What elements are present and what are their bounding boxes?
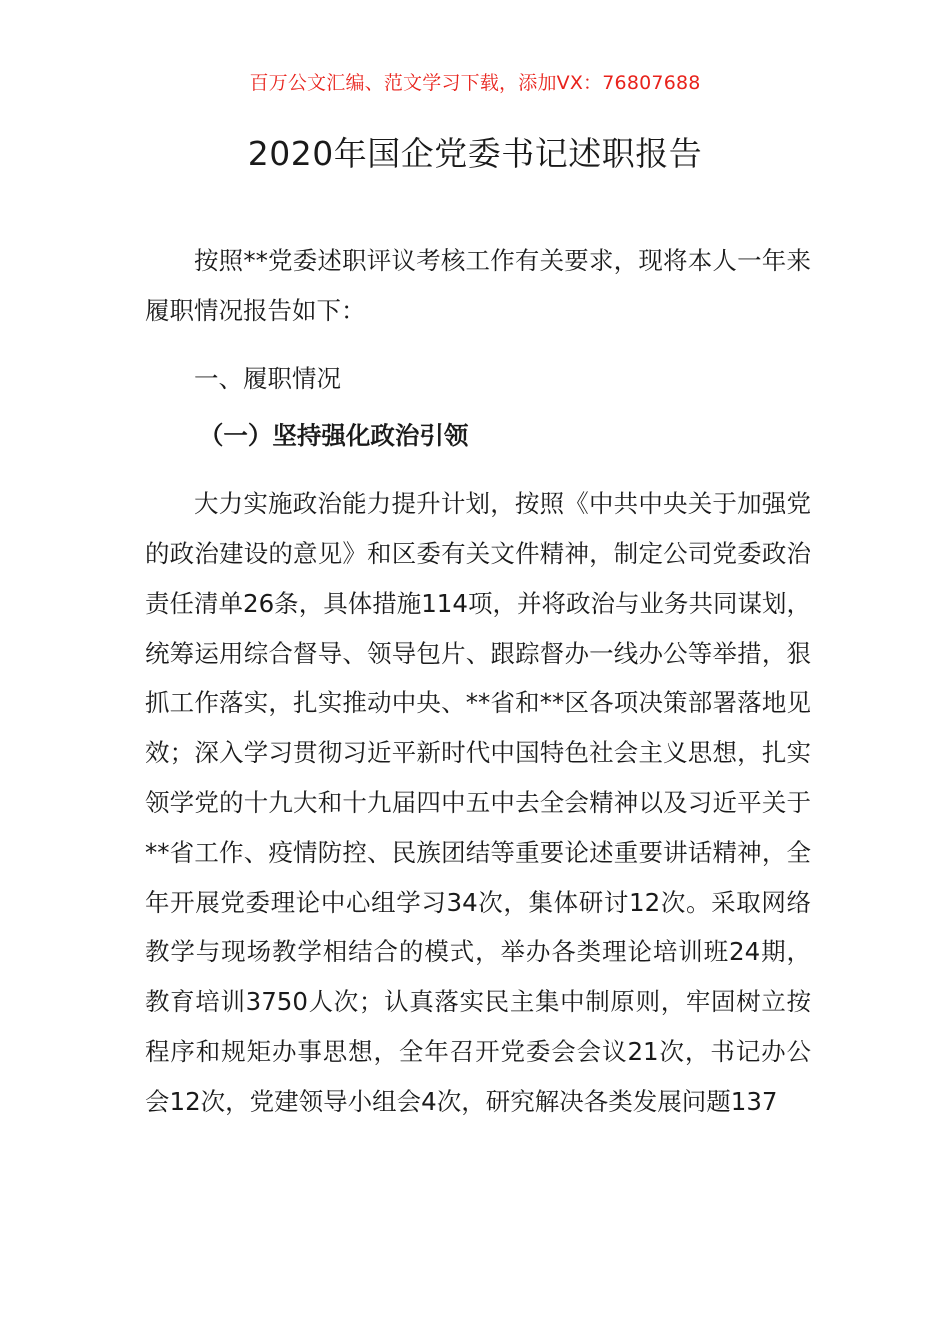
- document-title: 2020年国企党委书记述职报告: [247, 134, 703, 173]
- document-body: [145, 236, 811, 1145]
- intro-paragraph: 按照**党委述职评议考核工作有关要求，现将本人一年来履职情况报告如下：: [145, 246, 811, 325]
- body-paragraph: 大力实施政治能力提升计划，按照《中共中央关于加强党的政治建设的意见》和区委有关文件精神，制定公司党委政治责任清单26条，具体措施114项，并将政治与业务共同谋划，统筹运用综合督导、领导包片、跟踪督办一线办公等举措，狠抓工作落实，扎实推动中央、**省和**区各项决策部署落地见效；深入学习贯彻习近平新时代中国特色社会主义思想，扎实领学党的十九大和十九届四中五中去全会精神以及习近平关于**省工作、疫情防控、民族团结等重要论述重要讲话精神，全年开展党委理论中心组学习34次，集体研讨12次。采取网络教学与现场教学相结合的模式，举办各类理论培训班24期，教育培训3750人次；认真落实民主集中制原则，牢固树立按程序和规矩办事思想，全年召开党委会会议21次，书记办公会12次，党建领导小组会4次，研究解决各类发展问题137: [145, 489, 811, 1116]
- subsection-heading: （一）坚持强化政治引领: [198, 421, 469, 451]
- section-heading: 一、履职情况: [194, 363, 341, 393]
- promo-banner: 百万公文汇编、范文学习下载，添加VX：76807688: [249, 72, 701, 94]
